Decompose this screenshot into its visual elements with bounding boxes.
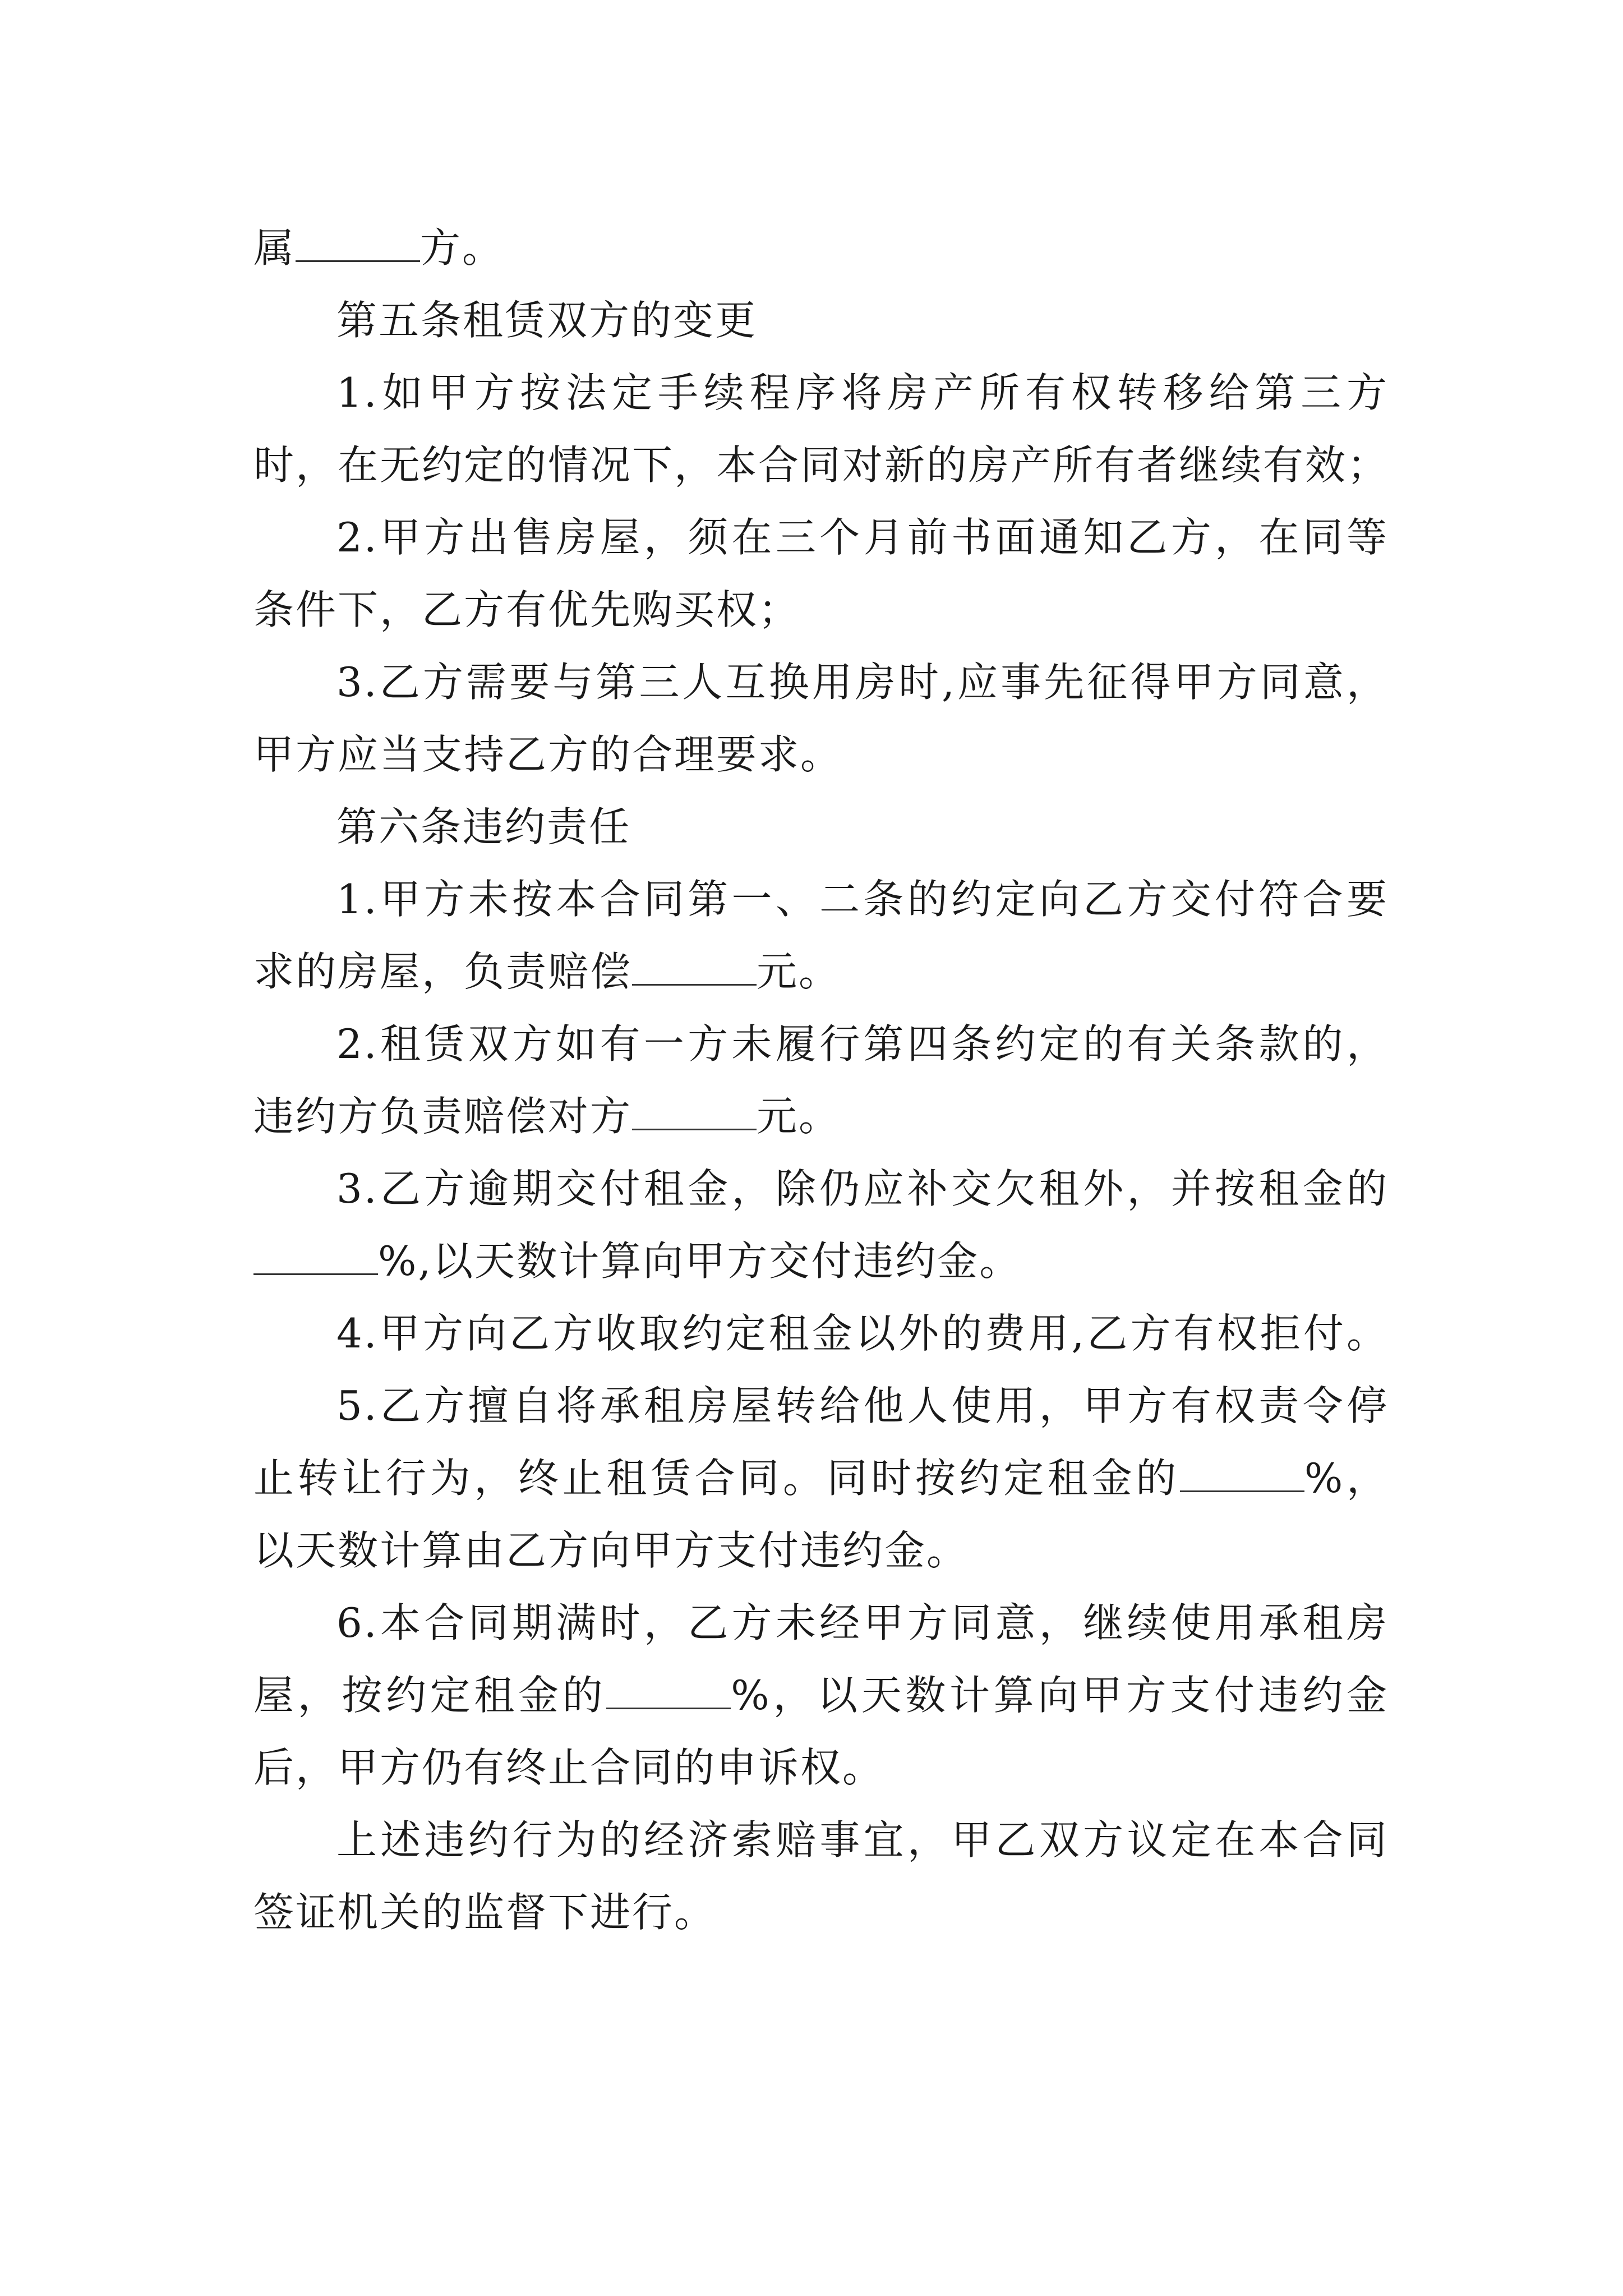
text-line bbox=[253, 1804, 1389, 1876]
text-segment: 条件下，乙方有优先购买权； bbox=[253, 586, 801, 633]
text-segment: 方。 bbox=[420, 224, 505, 272]
text-segment: 以天数计算由乙方向甲方支付违约金。 bbox=[253, 1527, 969, 1574]
text-line bbox=[253, 1297, 1389, 1370]
text-segment: 后，甲方仍有终止合同的申诉权。 bbox=[253, 1744, 885, 1791]
text-line bbox=[253, 357, 1389, 429]
text-segment: 属 bbox=[253, 224, 296, 272]
text-segment: 第六条违约责任 bbox=[336, 803, 631, 850]
text-line bbox=[253, 1587, 1389, 1659]
fill-in-blank bbox=[632, 950, 757, 986]
text-segment: %,以天数计算向甲方交付违约金。 bbox=[378, 1237, 1022, 1285]
text-line bbox=[253, 429, 1389, 501]
text-segment: 1.如甲方按法定手续程序将房产所有权转移给第三方 bbox=[336, 369, 1389, 416]
text-segment: %， bbox=[1304, 1455, 1389, 1502]
fill-in-blank bbox=[253, 1240, 378, 1275]
text-line bbox=[253, 574, 1389, 646]
text-line bbox=[253, 212, 1389, 284]
document-body bbox=[253, 212, 1389, 1949]
fill-in-blank bbox=[296, 227, 420, 262]
text-line bbox=[253, 1008, 1389, 1080]
text-segment: 3.乙方需要与第三人互换用房时,应事先征得甲方同意， bbox=[336, 659, 1389, 706]
text-segment: 4.甲方向乙方收取约定租金以外的费用,乙方有权拒付。 bbox=[336, 1310, 1389, 1357]
text-segment: 5.乙方擅自将承租房屋转给他人使用，甲方有权责令停 bbox=[336, 1382, 1389, 1429]
text-segment: 求的房屋，负责赔偿 bbox=[253, 948, 633, 995]
text-segment: 2.租赁双方如有一方未履行第四条约定的有关条款的， bbox=[336, 1020, 1389, 1068]
text-line bbox=[253, 501, 1389, 574]
text-segment: 甲方应当支持乙方的合理要求。 bbox=[253, 731, 843, 778]
text-line bbox=[253, 1515, 1389, 1587]
text-segment: 1.甲方未按本合同第一、二条的约定向乙方交付符合要 bbox=[336, 876, 1389, 923]
text-line bbox=[253, 1370, 1389, 1442]
text-segment: 第五条租赁双方的变更 bbox=[336, 297, 758, 344]
text-line bbox=[253, 1876, 1389, 1949]
text-segment: 元。 bbox=[757, 1093, 841, 1140]
text-line bbox=[253, 863, 1389, 936]
text-segment: 上述违约行为的经济索赔事宜，甲乙双方议定在本合同 bbox=[336, 1816, 1389, 1864]
text-segment: 屋，按约定租金的 bbox=[253, 1672, 607, 1719]
fill-in-blank bbox=[1180, 1457, 1304, 1492]
fill-in-blank bbox=[632, 1095, 757, 1130]
text-segment: 2.甲方出售房屋，须在三个月前书面通知乙方，在同等 bbox=[336, 514, 1389, 561]
text-line bbox=[253, 1225, 1389, 1297]
text-segment: 止转让行为，终止租赁合同。同时按约定租金的 bbox=[253, 1455, 1180, 1502]
text-segment: 6.本合同期满时，乙方未经甲方同意，继续使用承租房 bbox=[336, 1599, 1389, 1646]
text-line bbox=[253, 646, 1389, 719]
text-segment: 3.乙方逾期交付租金，除仍应补交欠租外，并按租金的 bbox=[336, 1165, 1389, 1212]
text-line bbox=[253, 791, 1389, 863]
text-segment: 时，在无约定的情况下，本合同对新的房产所有者继续有效； bbox=[253, 441, 1390, 489]
fill-in-blank bbox=[606, 1674, 731, 1709]
text-line bbox=[253, 1080, 1389, 1153]
text-line bbox=[253, 1659, 1389, 1732]
text-line bbox=[253, 1153, 1389, 1225]
text-line bbox=[253, 936, 1389, 1008]
text-line bbox=[253, 719, 1389, 791]
text-segment: %，以天数计算向甲方支付违约金 bbox=[731, 1672, 1389, 1719]
text-line bbox=[253, 1442, 1389, 1515]
text-line bbox=[253, 1732, 1389, 1804]
text-segment: 元。 bbox=[757, 948, 841, 995]
text-segment: 违约方负责赔偿对方 bbox=[253, 1093, 633, 1140]
text-segment: 签证机关的监督下进行。 bbox=[253, 1889, 717, 1936]
text-line bbox=[253, 284, 1389, 357]
